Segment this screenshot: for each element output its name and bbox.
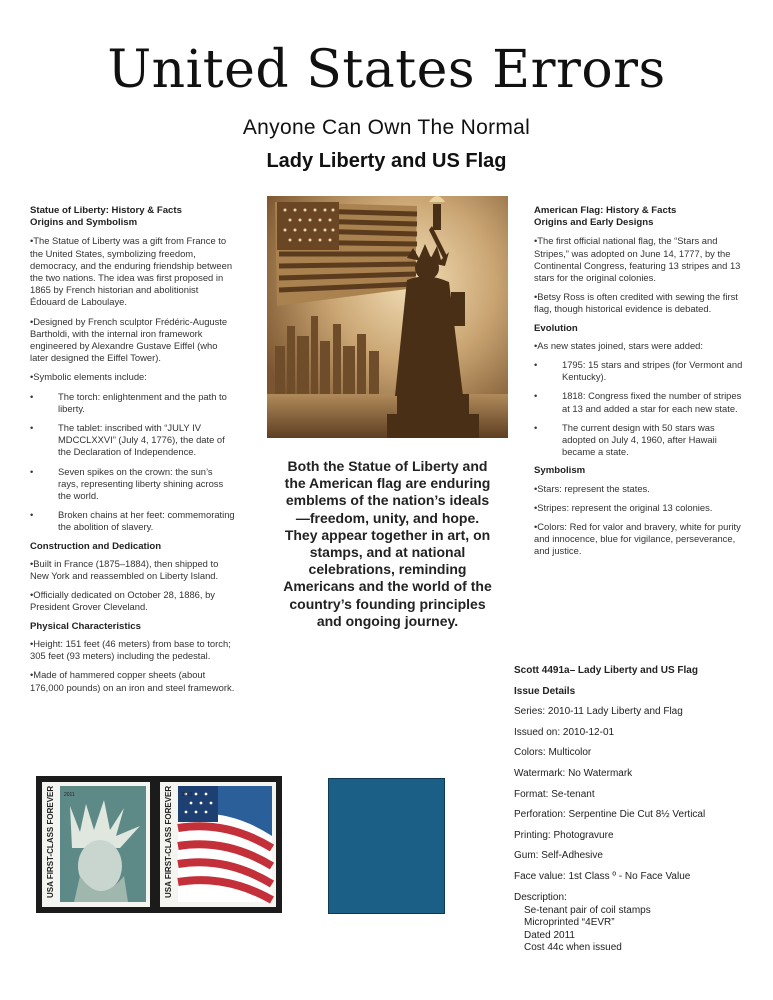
liberty-paragraph: •Made of hammered copper sheets (about 176,000 pounds) on an iron and steel framework.: [30, 669, 235, 693]
stamp-year: 2011: [182, 792, 193, 798]
detail-colors: Colors: Multicolor: [514, 747, 592, 759]
detail-face-value: Face value: 1st Class º - No Face Value: [514, 870, 691, 882]
flag-paragraph: •As new states joined, stars were added:: [534, 339, 703, 351]
issue-details-title: Issue Details: [514, 685, 576, 697]
construction-heading: Construction and Dedication: [30, 540, 162, 552]
stamp-caption: USA FIRST-CLASS FOREVER: [164, 785, 173, 898]
detail-printing: Printing: Photogravure: [514, 829, 614, 841]
description-line: Se-tenant pair of coil stamps: [524, 904, 651, 916]
symbolism-heading: Symbolism: [534, 465, 586, 477]
detail-watermark: Watermark: No Watermark: [514, 767, 633, 779]
liberty-paragraph: •Symbolic elements include:: [30, 371, 147, 383]
detail-issued: Issued on: 2010-12-01: [514, 726, 615, 738]
liberty-origins-heading: Origins and Symbolism: [30, 217, 138, 229]
detail-perforation: Perforation: Serpentine Die Cut 8½ Vertical: [514, 809, 706, 821]
stamp-year: 2011: [64, 792, 75, 798]
list-item: • The torch: enlightenment and the path to liberty.: [30, 390, 227, 414]
liberty-paragraph: •Built in France (1875–1884), then shipped to New York and reassembled on Liberty Island.: [30, 557, 219, 582]
flag-paragraph: •Stars: represent the states.: [534, 482, 650, 494]
stamp-pair-image: [36, 776, 282, 913]
flag-stamp: [160, 782, 276, 907]
issue-details: [514, 664, 754, 955]
liberty-paragraph: •Designed by French sculptor Frédéric-Auguste Bartholdi, with the internal iron framework engineered by Alexandre Gustave Eiffel (who later designed the Eiffel Tower).: [30, 315, 228, 364]
liberty-paragraph: •Officially dedicated on October 28, 1886, by President Grover Cleveland.: [30, 589, 215, 613]
list-item: • Seven spikes on the crown: the sun’s rays, representing liberty shining across the world.: [30, 465, 224, 502]
physical-heading: Physical Characteristics: [30, 620, 141, 632]
description-lines: [524, 905, 754, 955]
liberty-paragraph: •Height: 151 feet (46 meters) from base to torch; 305 feet (93 meters) including the pedestal.: [30, 637, 231, 662]
evolution-heading: Evolution: [534, 322, 578, 334]
list-item: • 1818: Congress fixed the number of stripes at 13 and added a star for each new state.: [534, 390, 742, 414]
page-title: United States Errors: [107, 40, 666, 100]
detail-description-label: Description:: [514, 891, 567, 903]
description-line: Dated 2011: [524, 929, 575, 941]
flag-paragraph: •Colors: Red for valor and bravery, white for purity and innocence, blue for vigilance, perseverance, and justice.: [534, 521, 741, 557]
scott-number: Scott 4491a– Lady Liberty and US Flag: [514, 665, 698, 676]
liberty-stamp: [42, 782, 150, 907]
list-item: • The current design with 50 stars was adopted on July 4, 1960, after Hawaii became a state.: [534, 421, 717, 458]
section-heading: Lady Liberty and US Flag: [266, 150, 507, 172]
page-subtitle: Anyone Can Own The Normal: [242, 116, 531, 139]
detail-series: Series: 2010-11 Lady Liberty and Flag: [514, 706, 683, 718]
detail-format: Format: Se-tenant: [514, 788, 595, 800]
flag-origins-heading: Origins and Early Designs: [534, 217, 654, 229]
flag-paragraph: •Betsy Ross is often credited with sewing the first flag, though historical evidence is debated.: [534, 291, 738, 315]
description-line: Microprinted “4EVR”: [524, 917, 615, 929]
list-item: • 1795: 15 stars and stripes (for Vermont and Kentucky).: [534, 359, 743, 383]
flag-paragraph: •The first official national flag, the “Stars and Stripes,” was adopted on June 14, 1777, by the Continental Congress, featuring 13 stripes and 13 stars for the original colonies.: [534, 235, 741, 284]
list-item: • The tablet: inscribed with “JULY IV MDCCLXXVI” (July 4, 1776), the date of the Declaration of Independence.: [30, 422, 225, 458]
liberty-title: Statue of Liberty: History & Facts: [30, 205, 182, 216]
detail-gum: Gum: Self-Adhesive: [514, 850, 603, 862]
list-item: • Broken chains at her feet: commemorating the abolition of slavery.: [30, 509, 235, 533]
description-line: Cost 44c when issued: [524, 942, 622, 954]
liberty-paragraph: •The Statue of Liberty was a gift from France to the United States, symbolizing freedom, democracy, and the enduring friendship between the two nations. The idea was first proposed in 1865 by French historian and abolitionist Édouard de Laboulaye.: [30, 235, 233, 308]
flag-paragraph: •Stripes: represent the original 13 colonies.: [534, 501, 713, 513]
liberty-flag-illustration: [267, 196, 508, 438]
flag-column: [534, 205, 744, 565]
flag-title: American Flag: History & Facts: [534, 205, 677, 216]
stamp-caption: USA FIRST-CLASS FOREVER: [46, 785, 55, 898]
color-swatch: [328, 778, 445, 914]
quote-text: Both the Statue of Liberty and the American flag are enduring emblems of the nation’s ideals—freedom, unity, and hope. They appear together in art, on stamps, and at national celebrations, reminding Americans and the world of the country’s founding principles and ongoing journey.: [283, 458, 492, 629]
liberty-column: [30, 205, 235, 701]
flag-shape: [275, 202, 417, 306]
